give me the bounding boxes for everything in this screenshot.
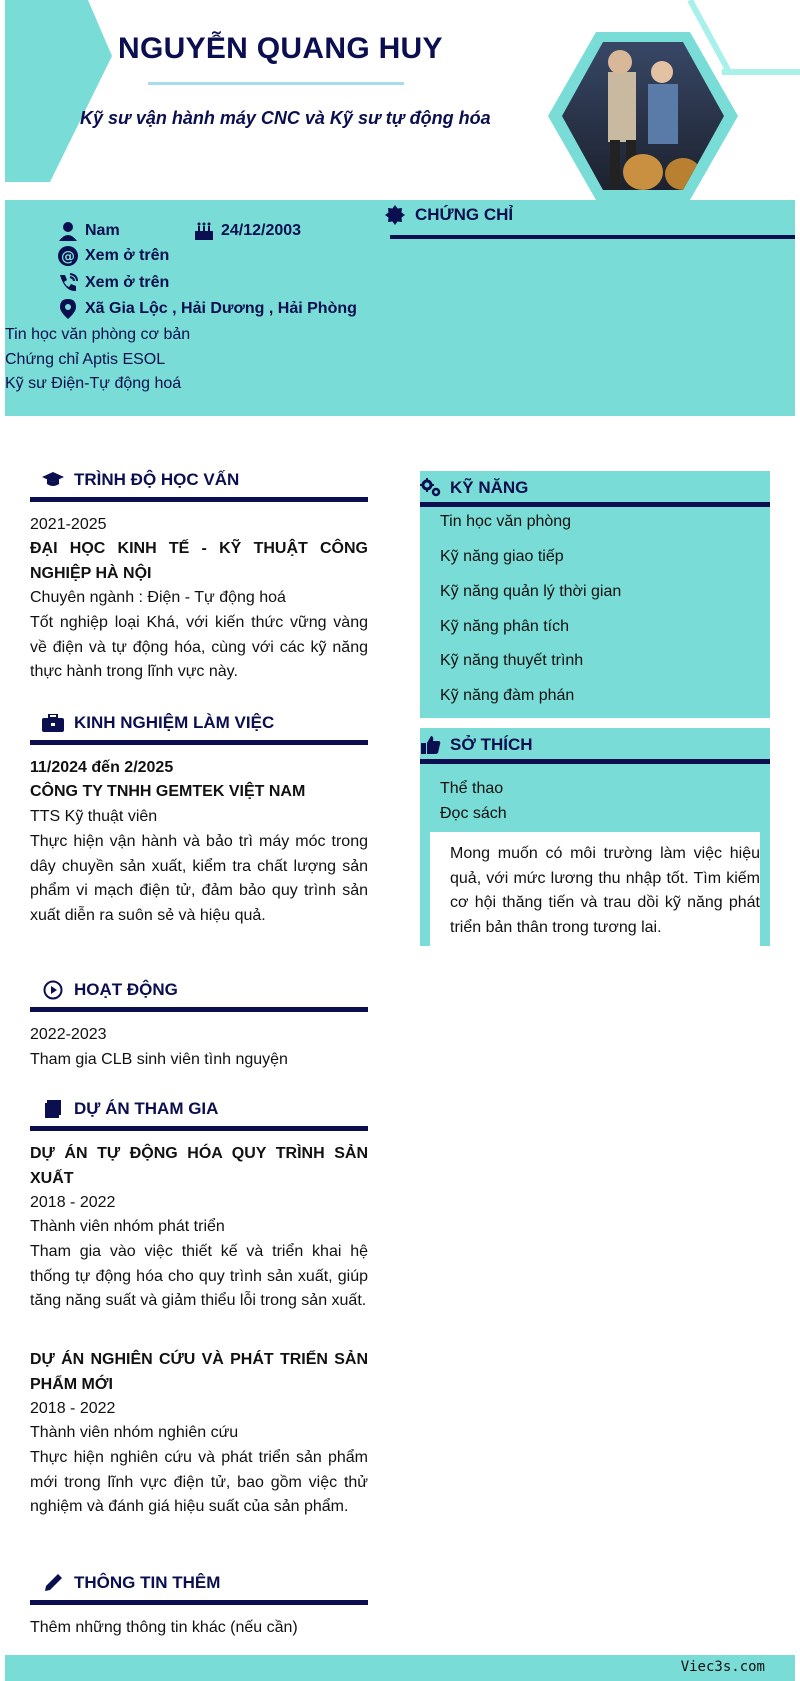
additional-section-heading: THÔNG TIN THÊM <box>30 1565 368 1605</box>
hobbies-heading: SỞ THÍCH <box>420 728 770 764</box>
project-name: DỰ ÁN TỰ ĐỘNG HÓA QUY TRÌNH SẢN XUẤT <box>30 1145 368 1187</box>
hobby-item: Thể thao <box>440 780 504 797</box>
cv-header <box>0 0 800 200</box>
skills-box <box>420 471 770 718</box>
skill-item: Kỹ năng đàm phán <box>440 687 575 704</box>
footer-bar <box>5 1655 795 1681</box>
info-band <box>5 200 795 416</box>
skills-heading: KỸ NĂNG <box>420 471 770 507</box>
experience-period: 11/2024 đến 2/2025 <box>30 759 174 776</box>
play-circle-icon <box>42 980 64 1000</box>
cake-icon <box>193 220 215 242</box>
skill-item: Kỹ năng quản lý thời gian <box>440 583 622 600</box>
hobby-item: Đọc sách <box>440 805 507 822</box>
profile-photo <box>548 32 738 200</box>
briefcase-icon <box>42 714 64 732</box>
svg-text:@: @ <box>61 249 75 265</box>
project-name: DỰ ÁN NGHIÊN CỨU VÀ PHÁT TRIỂN SẢN PHẨM MỚI <box>30 1351 368 1393</box>
thumbs-up-icon <box>420 735 442 755</box>
hobbies-box <box>420 728 770 946</box>
activities-description: Tham gia CLB sinh viên tình nguyện <box>30 1051 288 1068</box>
location-pin-icon <box>57 298 79 320</box>
project-description: Thực hiện nghiên cứu và phát triển sản phẩm mới trong lĩnh vực điện tử, bao gồm việc thử nghiệm và đánh giá hiệu suất của sản phẩm. <box>30 1449 368 1515</box>
person-icon <box>57 220 79 242</box>
certificates-divider <box>390 235 795 239</box>
experience-position: TTS Kỹ thuật viên <box>30 808 158 825</box>
certificate-item: Tin học văn phòng cơ bản <box>5 326 191 343</box>
book-icon <box>42 1100 64 1118</box>
candidate-name: NGUYỄN QUANG HUY <box>118 32 443 65</box>
birthday-value: 24/12/2003 <box>221 222 302 239</box>
skill-item: Kỹ năng thuyết trình <box>440 652 584 669</box>
education-description: Tốt nghiệp loại Khá, với kiến thức vững vàng về điện và tự động hóa, cùng với các kỹ năng thực hành trong lĩnh vực này. <box>30 614 368 680</box>
activities-section-heading: HOẠT ĐỘNG <box>30 972 368 1012</box>
certificate-item: Chứng chỉ Aptis ESOL <box>5 351 166 368</box>
additional-text: Thêm những thông tin khác (nếu cần) <box>30 1619 298 1636</box>
experience-section-heading: KINH NGHIỆM LÀM VIỆC <box>30 705 368 745</box>
project-role: Thành viên nhóm nghiên cứu <box>30 1424 239 1441</box>
pencil-icon <box>42 1573 64 1593</box>
phone-row <box>57 272 169 294</box>
project-role: Thành viên nhóm phát triển <box>30 1218 225 1235</box>
badge-icon <box>385 205 405 225</box>
education-major: Chuyên ngành : Điện - Tự động hoá <box>30 589 286 606</box>
gender-row <box>57 220 120 242</box>
education-period: 2021-2025 <box>30 516 107 533</box>
phone-value: Xem ở trên <box>85 274 170 291</box>
project-description: Tham gia vào việc thiết kế và triển khai hệ thống tự động hóa cho quy trình sản xuất, giúp tăng năng suất và giảm thiểu lỗi trong sản xuất. <box>30 1243 368 1309</box>
at-icon <box>57 245 79 267</box>
experience-description: Thực hiện vận hành và bảo trì máy móc trong dây chuyền sản xuất, kiểm tra chất lượng sản phẩm vi mạch điện tử, đảm bảo quy trình sản xuất diễn ra suôn sẻ và hiệu quả. <box>30 833 368 924</box>
projects-section-heading: DỰ ÁN THAM GIA <box>30 1091 368 1131</box>
project-period: 2018 - 2022 <box>30 1194 116 1211</box>
phone-icon <box>57 272 79 294</box>
gender-value: Nam <box>85 222 120 239</box>
gears-icon <box>420 478 442 498</box>
certificate-item: Kỹ sư Điện-Tự động hoá <box>5 375 182 392</box>
career-goal: Mong muốn có môi trường làm việc hiệu quả, với mức lương thu nhập tốt. Tìm kiếm cơ hội thăng tiến và trau dồi kỹ năng phát triển bản thân trong tương lai. <box>430 832 760 948</box>
skill-item: Tin học văn phòng <box>440 513 572 530</box>
candidate-title: Kỹ sư vận hành máy CNC và Kỹ sư tự động hóa <box>80 108 491 128</box>
name-underline <box>148 82 404 85</box>
graduation-cap-icon <box>42 471 64 489</box>
skill-item: Kỹ năng phân tích <box>440 618 569 635</box>
email-row <box>57 245 169 267</box>
email-value: Xem ở trên <box>85 247 170 264</box>
education-section-heading: TRÌNH ĐỘ HỌC VẤN <box>30 462 368 502</box>
birthday-row <box>193 220 301 242</box>
address-value: Xã Gia Lộc , Hải Dương , Hải Phòng <box>85 300 357 317</box>
experience-company: CÔNG TY TNHH GEMTEK VIỆT NAM <box>30 783 306 800</box>
skill-item: Kỹ năng giao tiếp <box>440 548 564 565</box>
education-school: ĐẠI HỌC KINH TẾ - KỸ THUẬT CÔNG NGHIỆP HÀ NỘI <box>30 540 368 582</box>
address-row <box>57 298 357 320</box>
watermark: Viec3s.com <box>680 1659 765 1675</box>
activities-period: 2022-2023 <box>30 1026 107 1043</box>
project-period: 2018 - 2022 <box>30 1400 116 1417</box>
certificates-heading: CHỨNG CHỈ <box>385 205 513 225</box>
